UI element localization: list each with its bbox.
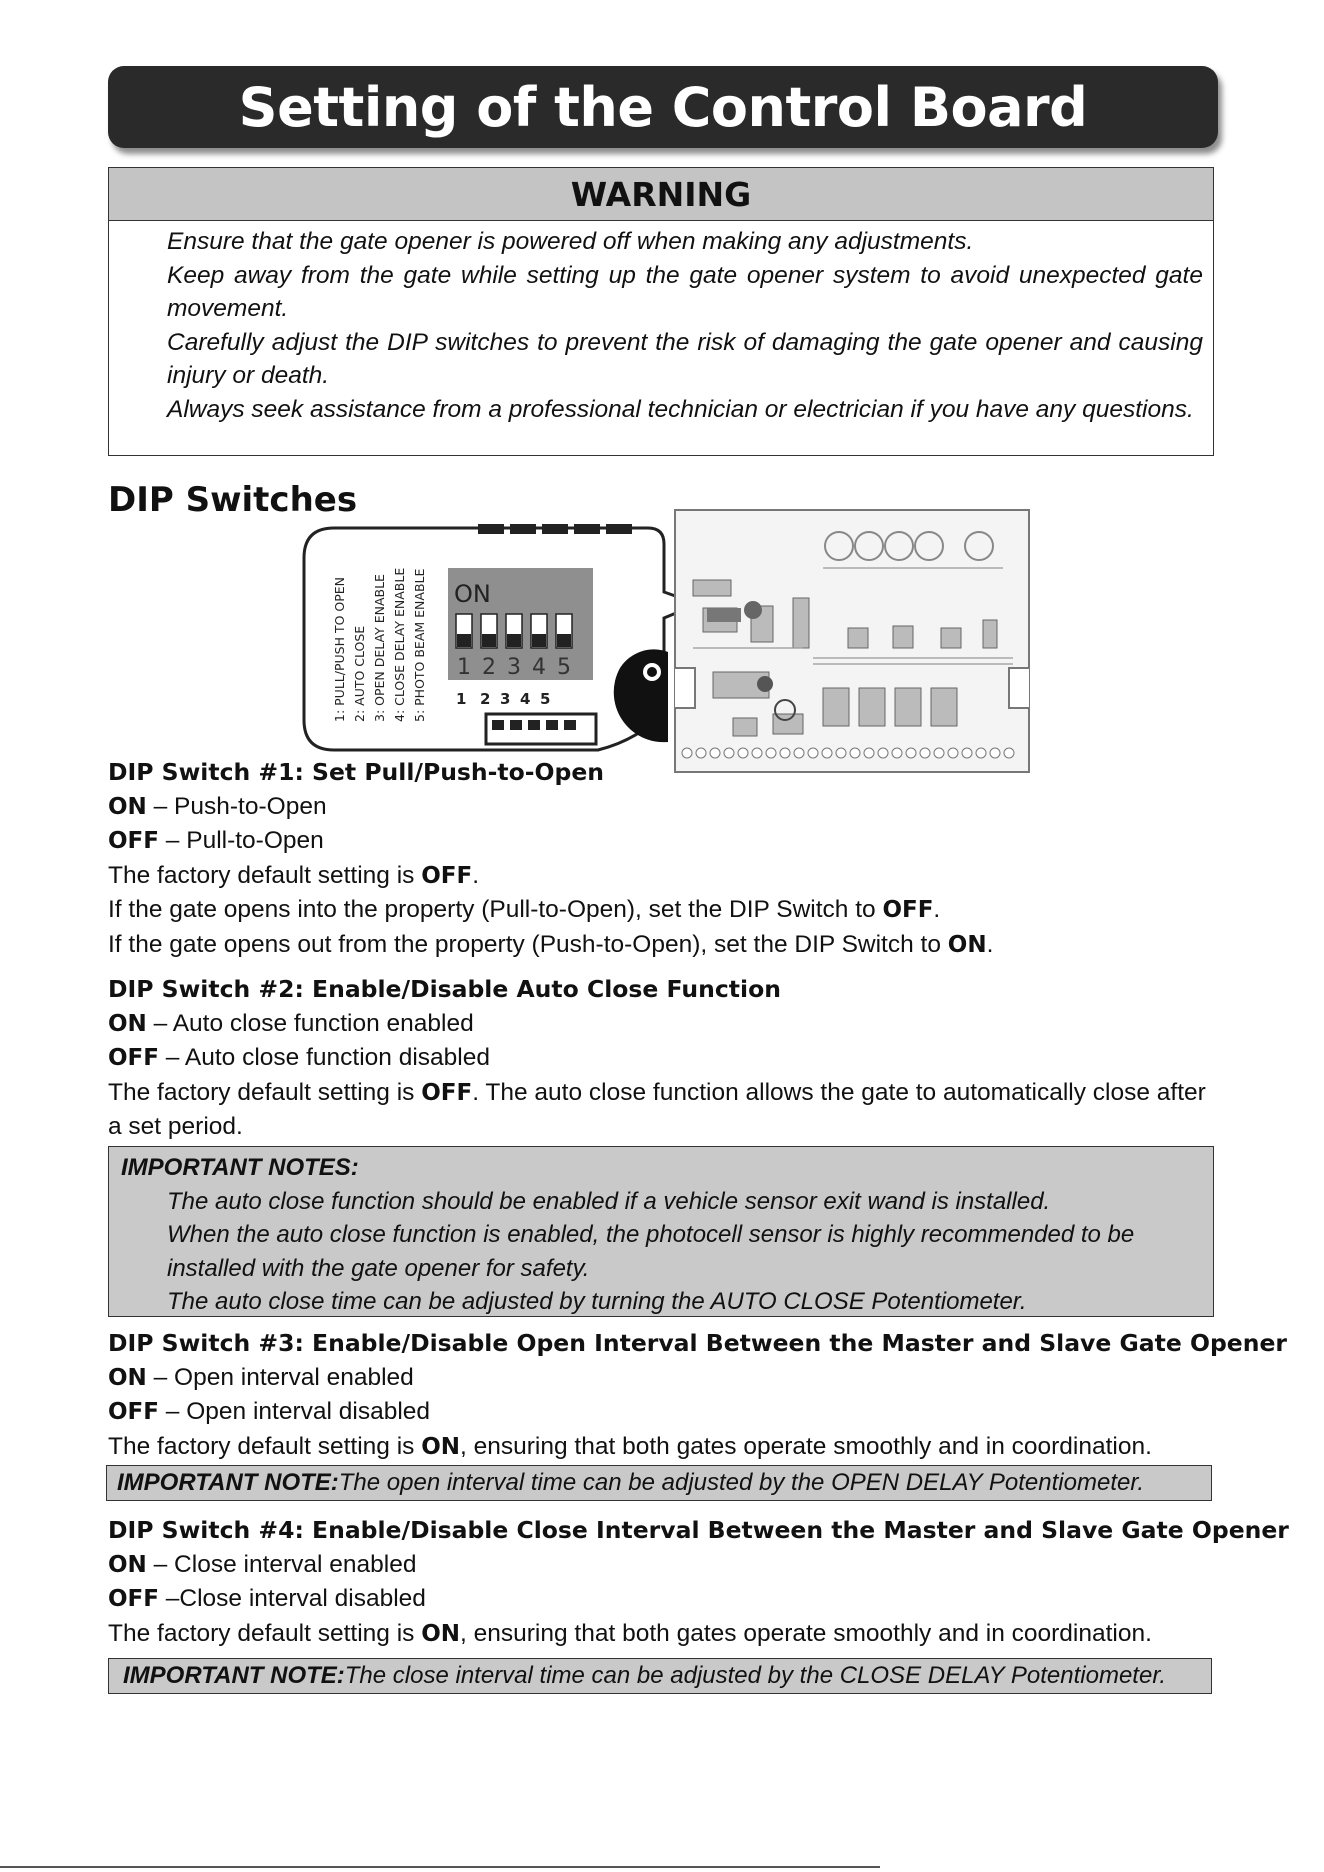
dip4-default-line: The factory default setting is ON, ensuring that both gates operate smoothly and in coordination.	[108, 1619, 1152, 1647]
switch-number-1: 1	[457, 655, 471, 680]
note-text: The open interval time can be adjusted by the OPEN DELAY Potentiometer.	[338, 1469, 1145, 1496]
dip1-on-line	[108, 790, 993, 825]
on-key: ON	[108, 793, 147, 820]
svg-text:3: 3	[500, 690, 511, 708]
dip3-on-line: ON – Open interval enabled	[108, 1363, 414, 1391]
off-key: OFF	[108, 828, 159, 855]
dip1-default-line: The factory default setting is OFF.	[108, 861, 480, 889]
dip2-off-line: OFF – Auto close function disabled	[108, 1044, 490, 1072]
footer-rule	[0, 1866, 880, 1868]
dip4-heading: DIP Switch #4: Enable/Disable Close Interval Between the Master and Slave Gate Opener	[108, 1516, 1289, 1544]
warning-box	[108, 167, 1214, 456]
dip2-heading: DIP Switch #2: Enable/Disable Auto Close Function	[108, 975, 781, 1003]
dip1-heading: DIP Switch #1: Set Pull/Push-to-Open	[108, 758, 604, 786]
dip3-important-note	[106, 1465, 1212, 1501]
off-text: – Pull-to-Open	[158, 827, 324, 855]
note-label: IMPORTANT NOTE:	[117, 1469, 339, 1496]
dip3-off-line: OFF – Open interval disabled	[108, 1398, 431, 1426]
dip3-default-line: The factory default setting is ON, ensuring that both gates operate smoothly and in coordination.	[108, 1432, 1152, 1460]
dip3-heading: DIP Switch #3: Enable/Disable Open Interval Between the Master and Slave Gate Opener	[108, 1329, 1287, 1357]
switch-number-2: 2	[482, 655, 496, 680]
page-title: Setting of the Control Board	[238, 75, 1088, 139]
note-line: The auto close function should be enabled if a vehicle sensor exit wand is installed.	[167, 1187, 1051, 1215]
dip-switch-diagram	[298, 522, 678, 757]
note-text: The close interval time can be adjusted by the CLOSE DELAY Potentiometer.	[344, 1662, 1167, 1689]
dip2-on-line: ON – Auto close function enabled	[108, 1009, 474, 1037]
warning-heading: WARNING	[109, 168, 1213, 221]
note-label: IMPORTANT NOTE:	[123, 1662, 345, 1689]
svg-text:4: 4	[520, 690, 531, 708]
switch-label-4: 4: CLOSE DELAY ENABLE	[392, 567, 407, 722]
warning-line: Carefully adjust the DIP switches to prevent the risk of damaging the gate opener and causing injury or death.	[167, 328, 1203, 389]
notes-label: IMPORTANT NOTES:	[121, 1154, 359, 1181]
switch-number-3: 3	[507, 655, 521, 680]
section-heading: DIP Switches	[108, 480, 358, 520]
switch-label-3: 3: OPEN DELAY ENABLE	[372, 574, 387, 722]
default-value: OFF	[421, 862, 473, 889]
switch-number-4: 4	[532, 655, 546, 680]
switch-number-5: 5	[557, 655, 571, 680]
dip1-instruction-2: If the gate opens out from the property (Push-to-Open), set the DIP Switch to ON.	[108, 930, 994, 958]
dip4-on-line: ON – Close interval enabled	[108, 1550, 417, 1578]
dip1-off-line	[108, 824, 993, 859]
dip2-default-line: The factory default setting is OFF. The auto close function allows the gate to automatically close after a set period.	[108, 1078, 1206, 1141]
dip3-section	[108, 1327, 1287, 1464]
warning-line: Always seek assistance from a professional technician or electrician if you have any questions.	[167, 395, 1194, 423]
dip1-section	[108, 756, 993, 963]
warning-line: Keep away from the gate while setting up the gate opener system to avoid unexpected gate movement.	[167, 261, 1203, 322]
switch-label-2: 2: AUTO CLOSE	[352, 625, 367, 722]
svg-text:1: 1	[456, 690, 467, 708]
svg-text:2: 2	[480, 690, 491, 708]
dip4-section	[108, 1514, 1289, 1651]
on-label: ON	[454, 580, 491, 608]
dip2-important-notes	[108, 1146, 1214, 1317]
switch-label-1: 1: PULL/PUSH TO OPEN	[332, 576, 347, 722]
warning-line: Ensure that the gate opener is powered off when making any adjustments.	[167, 228, 974, 255]
dip4-important-note	[108, 1658, 1212, 1694]
on-text: – Push-to-Open	[146, 792, 327, 820]
svg-text:5: 5	[540, 690, 551, 708]
switch-label-5: 5: PHOTO BEAM ENABLE	[412, 568, 427, 722]
dip1-instruction-1: If the gate opens into the property (Pull-to-Open), set the DIP Switch to OFF.	[108, 896, 941, 924]
note-line: When the auto close function is enabled, the photocell sensor is highly recommended to be installed with the gate opener for safety.	[167, 1221, 1135, 1282]
title-banner	[108, 66, 1218, 148]
warning-body	[109, 221, 1213, 426]
control-board-diagram	[673, 508, 1031, 774]
dip2-section	[108, 973, 1214, 1144]
dip4-off-line: OFF –Close interval disabled	[108, 1585, 426, 1613]
note-line: The auto close time can be adjusted by turning the AUTO CLOSE Potentiometer.	[167, 1288, 1027, 1315]
